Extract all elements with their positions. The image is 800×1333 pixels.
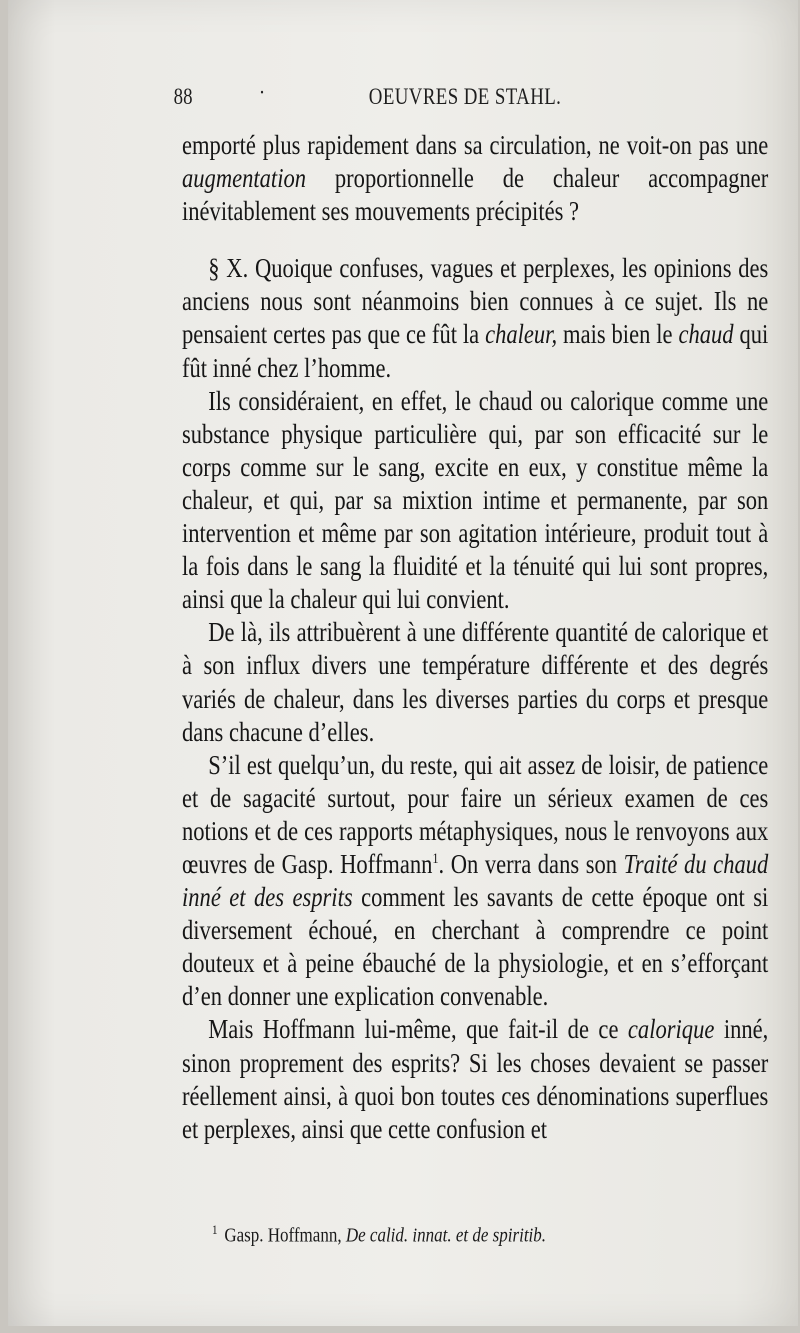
text-run: S’il est quelqu’un, du reste, qui ait assez de loisir, de patience et de sagacité surtout, pour faire un sérieux examen de ces notions et de ces rapports métaphysiques, nous le renvoyons aux œuvres de Gasp. Hoffmann: [182, 748, 769, 879]
italic-run: augmentation: [182, 162, 307, 194]
body-text: [182, 128, 768, 1145]
footnote-marker: 1: [212, 1222, 218, 1237]
text-run: mais bien le: [557, 318, 679, 350]
italic-run: chaud: [678, 318, 734, 350]
paragraph-3: Ils considéraient, en effet, le chaud ou calorique comme une substance physique particulière qui, par son efficacité sur le corps comme sur le sang, excite en eux, y constitue même la chaleur, et qui, par sa mixtion intime et permanente, par son intervention et même par son agitation intérieure, produit tout à la fois dans le sang la fluidité et la ténuité qui lui sont propres, ainsi que la chaleur qui lui convient.: [182, 384, 769, 615]
footnote-reference[interactable]: 1: [432, 850, 439, 867]
text-run: . On verra dans son: [438, 847, 624, 879]
book-page: [8, 0, 798, 1326]
header-separator: ·: [258, 80, 266, 105]
paragraph-2-section-x: [182, 251, 768, 383]
page-header: [8, 80, 656, 116]
text-run: inné, sinon proprement des esprits? Si les choses devaient se passer réellement ainsi, à quoi bon toutes ces dénominations superflues et perplexes, ainsi que cette confusion et: [182, 1013, 769, 1144]
text-run: emporté plus rapidement dans sa circulation, ne voit-on pas une: [182, 129, 769, 160]
footnote: [212, 1222, 688, 1248]
italic-run: Traité du chaud inné et des esprits: [182, 847, 769, 913]
paragraph-6: [182, 1012, 768, 1144]
text-run: Mais Hoffmann lui-même, que fait-il de ce: [208, 1013, 628, 1045]
text-run: § X. Quoique confuses, vagues et perplexes, les opinions des anciens nous sont néanmoins bien connues à ce sujet. Ils ne pensaient certes pas que ce fût la: [182, 252, 769, 350]
text-run: comment les savants de cette époque ont si diversement échoué, en cherchant à comprendre ce point douteux et à peine ébauché de la physiologie, et en s’efforçant d’en donner une explication convenable.: [182, 881, 769, 1012]
paragraph-4: De là, ils attribuèrent à une différente quantité de calorique et à son influx divers une température différente et des degrés variés de chaleur, dans les diverses parties du corps et presque dans chacune d’elles.: [182, 616, 769, 747]
italic-run: calorique: [627, 1013, 715, 1045]
text-run: proportionnelle de chaleur accompagner inévitablement ses mouvements précipités ?: [182, 162, 769, 227]
paragraph-1: [182, 128, 768, 227]
page-number: 88: [173, 84, 193, 109]
italic-run: chaleur,: [485, 318, 558, 350]
footnote-italic: De calid. innat. et de spiritib.: [345, 1224, 547, 1247]
running-title: OEUVRES DE STAHL.: [368, 84, 562, 109]
paragraph-5: [182, 748, 768, 1013]
footnote-text: Gasp. Hoffmann,: [224, 1224, 346, 1247]
text-run: qui fût inné chez l’homme.: [182, 318, 769, 383]
